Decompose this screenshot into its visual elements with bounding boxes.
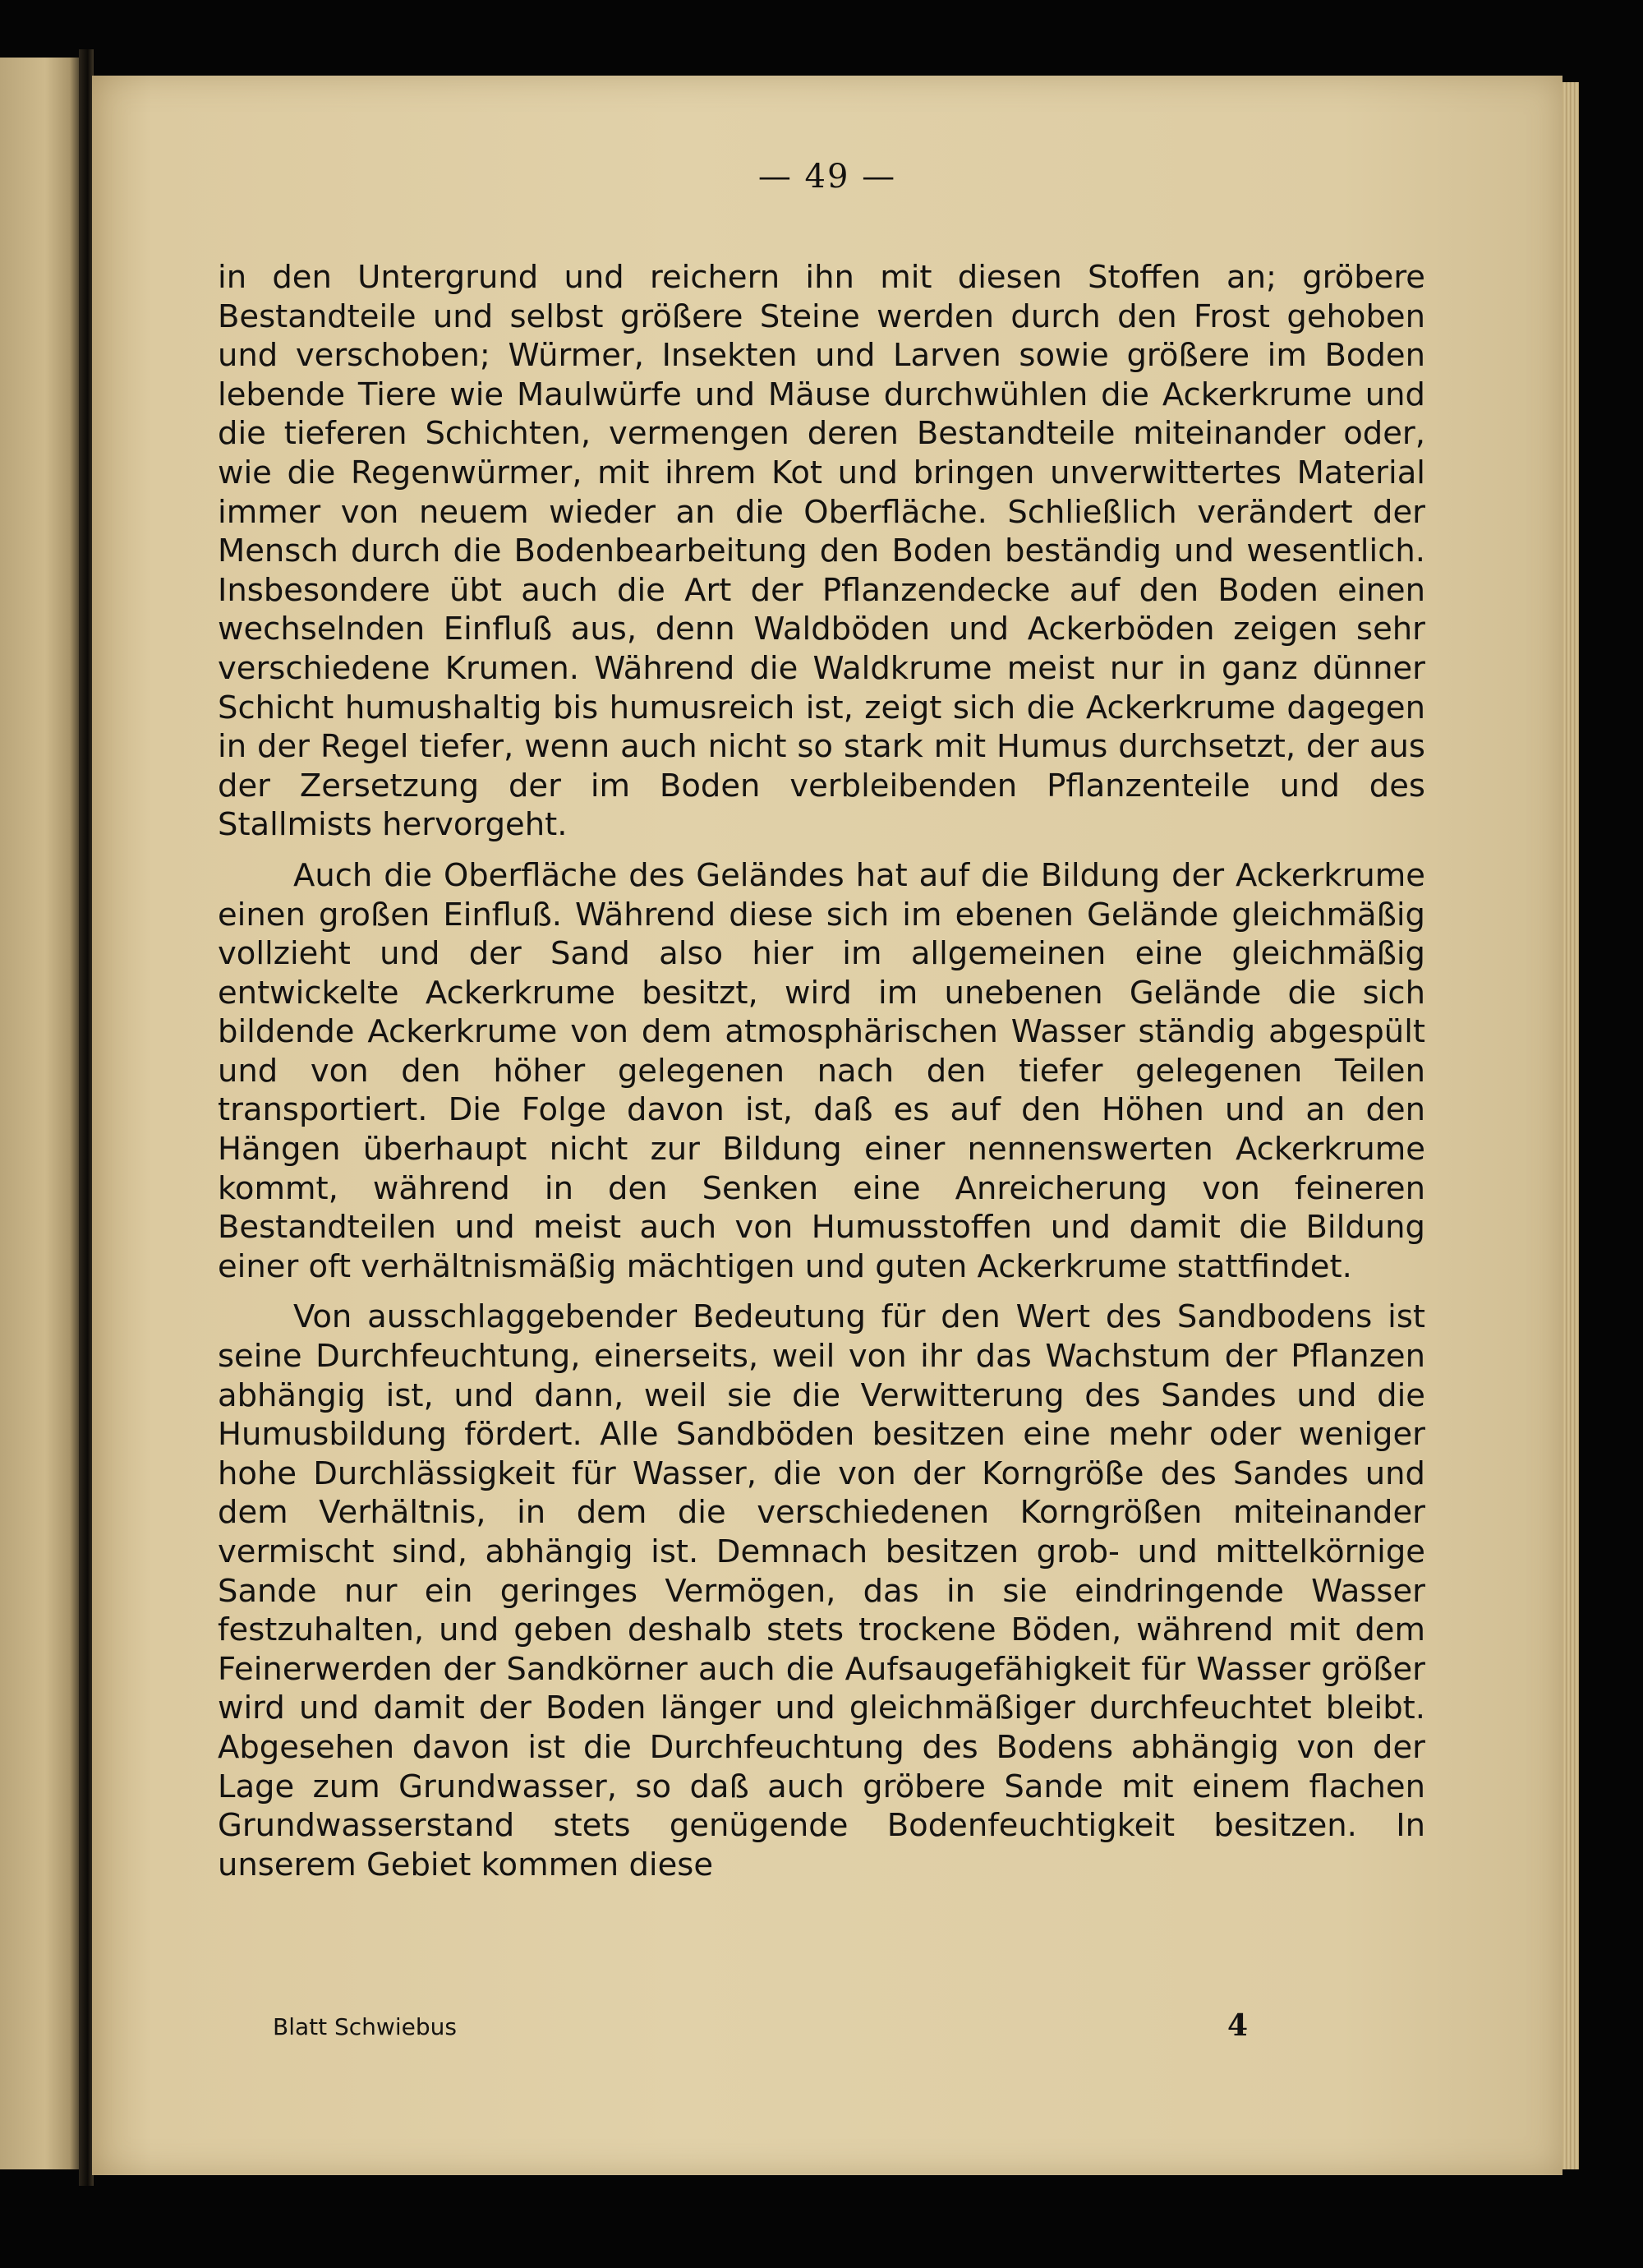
paragraph: Auch die Oberfläche des Geländes hat auf die Bildung der Ackerkrume einen großen Einfluß. Während diese sich im ebenen Gelände gleichmäßig vollzieht und der Sand also hier im allgemeinen eine gleichmäßig entwickelte Ackerkrume besitzt, wird im unebenen Gelände die sich bildende Ackerkrume von dem atmosphärischen Wasser ständig abgespült und von den höher gelegenen nach den tiefer gelegenen Teilen transportiert. Die Folge davon ist, daß es auf den Höhen und an den Hängen überhaupt nicht zur Bildung einer nennenswerten Ackerkrume kommt, während in den Senken eine Anreicherung von feineren Bestandteilen und meist auch von Humusstoffen und damit die Bildung einer oft verhältnismäßig mächtigen und guten Ackerkrume stattfindet. bbox=[218, 856, 1425, 1285]
paragraph: in den Untergrund und reichern ihn mit diesen Stoffen an; gröbere Bestandteile und selbst größere Steine werden durch den Frost gehoben und verschoben; Würmer, Insekten und Larven sowie größere im Boden lebende Tiere wie Maulwürfe und Mäuse durchwühlen die Ackerkrume und die tieferen Schichten, vermengen deren Bestandteile miteinander oder, wie die Regenwürmer, mit ihrem Kot und bringen unverwittertes Material immer von neuem wieder an die Oberfläche. Schließlich verändert der Mensch durch die Bodenbearbeitung den Boden beständig und wesentlich. Insbesondere übt auch die Art der Pflanzendecke auf den Boden einen wechselnden Einfluß aus, denn Waldböden und Ackerböden zeigen sehr verschiedene Krumen. Während die Waldkrume meist nur in ganz dünner Schicht humushaltig bis humusreich ist, zeigt sich die Ackerkrume dagegen in der Regel tiefer, wenn auch nicht so stark mit Humus durchsetzt, der aus der Zersetzung der im Boden verbleibenden Pflanzenteile und des Stallmists hervorgeht. bbox=[218, 259, 1425, 844]
paragraph: Von ausschlaggebender Bedeutung für den Wert des Sandbodens ist seine Durchfeuchtung, einerseits, weil von ihr das Wachstum der Pflanzen abhängig ist, und dann, weil sie die Verwitterung des Sandes und die Humusbildung fördert. Alle Sandböden besitzen eine mehr oder weniger hohe Durchlässigkeit für Wasser, die von der Korngröße des Sandes und dem Verhältnis, in dem die verschiedenen Korngrößen miteinander vermischt sind, abhängig ist. Demnach besitzen grob- und mittelkörnige Sande nur ein geringes Vermögen, das in sie eindringende Wasser festzuhalten, und geben deshalb stets trockene Böden, während mit dem Feinerwerden der Sandkörner auch die Aufsaugefähigkeit für Wasser größer wird und damit der Boden länger und gleichmäßiger durchfeuchtet bleibt. Abgesehen davon ist die Durchfeuchtung des Bodens abhängig von der Lage zum Grundwasser, so daß auch gröbere Sande mit einem flachen Grundwasserstand stets genügende Bodenfeuchtigkeit besitzen. In unserem Gebiet kommen diese bbox=[218, 1298, 1425, 1883]
body-text bbox=[218, 258, 1425, 1896]
book-page bbox=[92, 76, 1562, 2175]
signature-mark: 4 bbox=[1227, 2008, 1249, 2043]
signature-line: Blatt Schwiebus bbox=[273, 2013, 457, 2040]
facing-page-edge bbox=[0, 58, 82, 2169]
page-block-edges bbox=[1562, 82, 1579, 2169]
page-number-header: — 49 — bbox=[757, 158, 897, 196]
